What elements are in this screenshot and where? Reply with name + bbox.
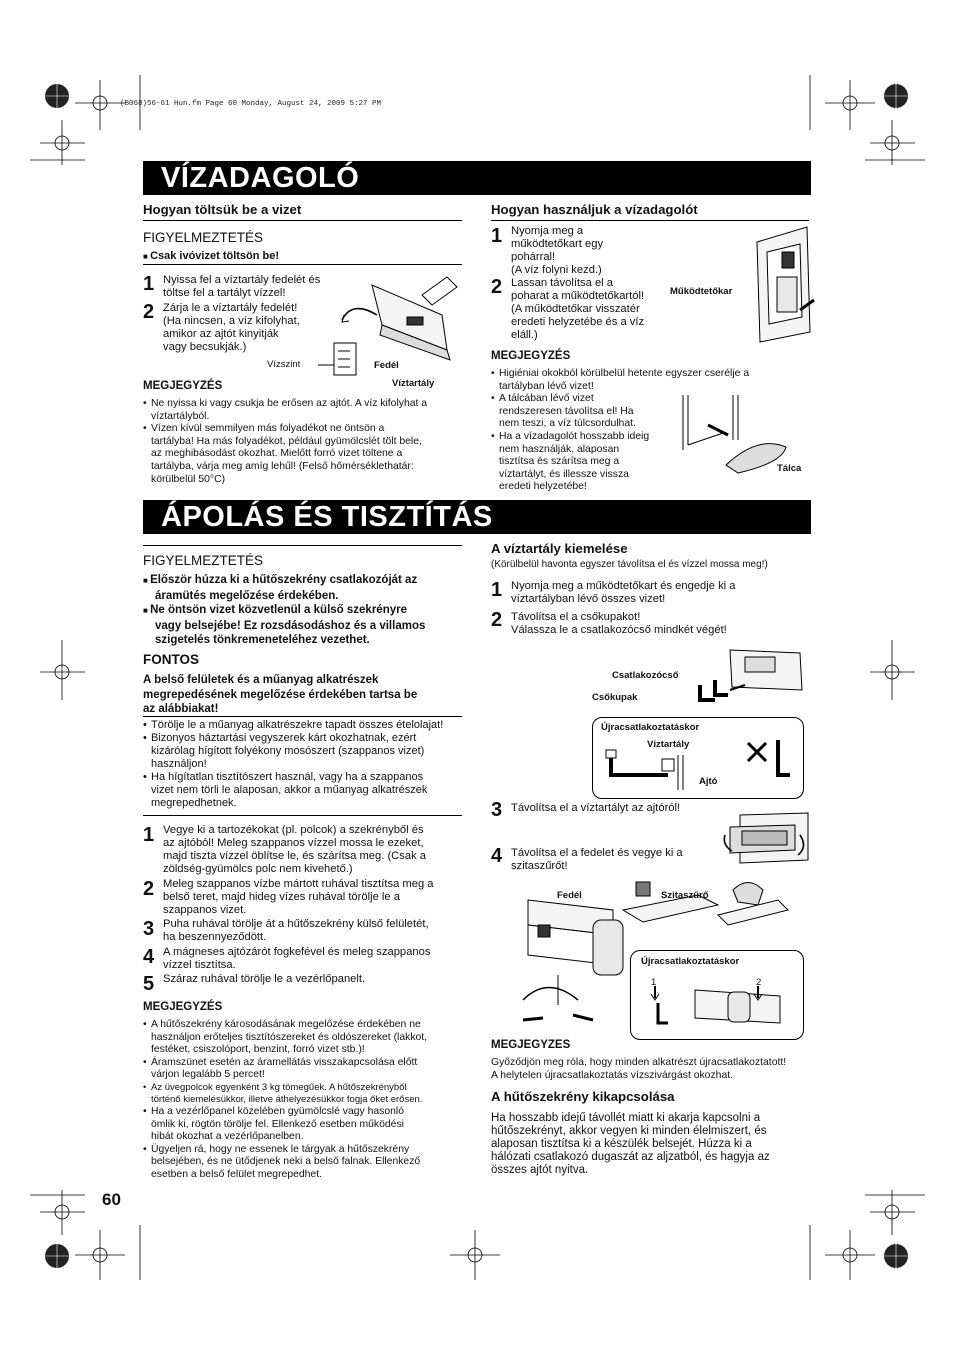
divider bbox=[143, 264, 462, 265]
step-text: Lassan távolítsa el a poharat a működtetőkartól! (A működtetőkar visszatér eredeti helyzetébe és a víz eláll.) bbox=[511, 277, 645, 341]
note-title: MEGJEGYZES bbox=[491, 1039, 571, 1051]
step-text: Nyissa fel a víztartály fedelét és töltse fel a tartályt vízzel! bbox=[163, 274, 321, 299]
section-title: VÍZADAGOLÓ bbox=[161, 162, 360, 194]
important-item: • Bizonyos háztartási vegyszerek kárt okozhatnak, ezért kizárólag hígított folyékony mosószert (szappanos vizet) használjon! bbox=[143, 732, 468, 771]
important-list bbox=[143, 719, 468, 810]
note-list bbox=[143, 398, 463, 486]
label-tray: Tálca bbox=[777, 463, 802, 474]
step-number: 4 bbox=[491, 845, 503, 867]
step-number: 2 bbox=[143, 878, 155, 900]
filter-reconnect-illustration bbox=[640, 978, 800, 1033]
label-num-2: 2 bbox=[756, 977, 762, 988]
note-title: MEGJEGYZÉS bbox=[491, 350, 571, 362]
step-text: Zárja le a víztartály fedelét! (Ha nincsen, a víz kifolyhat, amikor az ajtót kinyitják vagy becsukják.) bbox=[163, 302, 300, 353]
file-header: (B068)56-61 Hun.fm Page 60 Monday, August 24, 2009 5:27 PM bbox=[120, 100, 382, 108]
warning-title: FIGYELMEZTETÉS bbox=[143, 230, 264, 245]
label-lever: Működtetőkar bbox=[670, 286, 733, 297]
note-item: • Ne nyissa ki vagy csukja be erősen az ajtót. A víz kifolyhat a víztartályból. bbox=[143, 398, 463, 423]
warning-item: ■ Először húzza ki a hűtőszekrény csatlakozóját az bbox=[143, 573, 468, 589]
section-title: ÁPOLÁS ÉS TISZTÍTÁS bbox=[161, 501, 493, 533]
step-text: Nyomja meg a működtetőkart egy pohárral! (A víz folyni kezd.) bbox=[511, 225, 604, 276]
step-text: Puha ruhával törölje át a hűtőszekrény külső felületét, ha beszennyeződött. bbox=[163, 918, 429, 943]
label-lid: Fedél bbox=[374, 360, 399, 371]
step-text: Száraz ruhával törölje le a vezérlőpanelt. bbox=[163, 973, 366, 985]
page-number: 60 bbox=[102, 1190, 121, 1209]
note-item: • Higiéniai okokból körülbelül hetente egyszer cserélje a tartályban lévő vizet! bbox=[491, 368, 811, 393]
step-number: 1 bbox=[143, 273, 155, 295]
reconnect-illustration bbox=[598, 735, 798, 795]
step-number: 4 bbox=[143, 946, 155, 968]
step-text: Távolítsa el a fedelet és vegye ki a szitaszűrőt! bbox=[511, 847, 683, 872]
label-cap: Csőkupak bbox=[592, 692, 638, 703]
step-number: 2 bbox=[491, 276, 503, 298]
step-text: Vegye ki a tartozékokat (pl. polcok) a szekrényből és az ajtóból! Meleg szappanos vízzel mossa le ezeket, majd tiszta vízzel öblítse le, és szárítsa meg. (Csak a zöldség-gyümölcs polc nem kivehető.) bbox=[163, 824, 426, 875]
dispenser-illustration bbox=[752, 222, 812, 347]
note-title: MEGJEGYZÉS bbox=[143, 380, 223, 392]
important-item: • Törölje le a műanyag alkatrészekre tapadt összes ételolajat! bbox=[143, 719, 468, 732]
step-text: Nyomja meg a működtetőkart és engedje ki a víztartályban lévő összes vizet! bbox=[511, 580, 736, 605]
note-item: • Ha a vezérlőpanel közelében gyümölcslé vagy hasonló ömlik ki, rögtön törölje fel. Ellenkező esetben működési hibát okozhat a vezérlőpanelben. bbox=[143, 1106, 468, 1144]
label-reconnect: Újracsatlakoztatáskor bbox=[641, 956, 740, 967]
label-lid: Fedél bbox=[557, 890, 582, 901]
important-title: FONTOS bbox=[143, 652, 200, 667]
note-list bbox=[143, 1019, 468, 1182]
step-number: 3 bbox=[143, 918, 155, 940]
divider bbox=[143, 545, 462, 546]
step-number: 1 bbox=[491, 579, 503, 601]
step-number: 1 bbox=[143, 824, 155, 846]
label-filter: Szitaszűrő bbox=[661, 890, 709, 901]
step-number: 1 bbox=[491, 225, 503, 247]
section-title-bar bbox=[143, 500, 811, 534]
label-tank: Víztartály bbox=[392, 378, 435, 389]
note-item: • A hűtőszekrény károsodásának megelőzése érdekében ne használjon erőteljes tisztítószereket és oldószereket (lakkot, festéket, csiszolóport, benzint, forró vizet stb.)! bbox=[143, 1019, 468, 1057]
note-item: • Áramszünet esetén az áramellátás visszakapcsolása előtt várjon legalább 5 percet! bbox=[143, 1057, 468, 1082]
section-title-bar bbox=[143, 161, 811, 195]
label-tank: Víztartály bbox=[647, 739, 690, 750]
important-intro: A belső felületek és a műanyag alkatrészek megrepedésének megelőzése érdekében tartsa be az alábbiakat! bbox=[143, 674, 418, 715]
fill-heading: Hogyan töltsük be a vizet bbox=[143, 202, 302, 217]
note-item: • Az üvegpolcok egyenként 3 kg tömegűek. A hűtőszekrényből történő kiemelésükkor, illetve áthelyezésükkor fogja őket erősen. bbox=[143, 1082, 468, 1106]
step-number: 2 bbox=[491, 609, 503, 631]
warning-list: ■ Először húzza ki a hűtőszekrény csatlakozóját az áramütés megelőzése érdekében. ■ Ne öntsön vizet közvetlenül a külső szekrényre vagy belsejébe! Ez rozsdásodáshoz és a villamos szigetelés tönkremeneteléhez vezethet. bbox=[143, 573, 468, 648]
note-title: MEGJEGYZÉS bbox=[143, 1001, 223, 1013]
divider bbox=[143, 815, 462, 816]
warning-item: ■ Ne öntsön vizet közvetlenül a külső szekrényre bbox=[143, 603, 468, 619]
divider bbox=[143, 716, 462, 717]
important-item: • Ha hígítatlan tisztítószert használ, vagy ha a szappanos vizet nem törli le alaposan, akkor a műanyag alkatrészek megrepedhetnek. bbox=[143, 771, 468, 810]
divider bbox=[491, 220, 809, 221]
warning-item: ■ Csak ivóvizet töltsön be! bbox=[143, 249, 279, 265]
step-number: 5 bbox=[143, 973, 155, 995]
note-item: • Ügyeljen rá, hogy ne essenek le tárgyak a hűtőszekrény belsejében, és ne ütődjenek neki a belső falnak. Ellenkező esetben a belső felület megrepedhet. bbox=[143, 1144, 468, 1182]
step-text: Távolítsa el a csőkupakot! Válassza le a csatlakozócső mindkét végét! bbox=[511, 611, 727, 636]
connector-illustration bbox=[690, 645, 810, 715]
label-num-1: 1 bbox=[651, 977, 657, 988]
switch-off-heading: A hűtőszekrény kikapcsolása bbox=[491, 1089, 675, 1104]
tank-removal-heading: A víztartály kiemelése bbox=[491, 541, 628, 556]
label-water-level: Vízszint bbox=[267, 359, 301, 370]
use-heading: Hogyan használjuk a vízadagolót bbox=[491, 202, 698, 217]
note-item: • A tálcában lévő vizet rendszeresen távolítsa el! Ha nem teszi, a víz túlcsordulhat. bbox=[491, 393, 811, 431]
step-number: 2 bbox=[143, 301, 155, 323]
step-text: Meleg szappanos vízbe mártott ruhával tisztítsa meg a belső teret, majd hideg vízes ruhával törölje le a szappanos vizet. bbox=[163, 878, 434, 916]
tank-removal-illustration bbox=[720, 805, 810, 875]
step-text: A mágneses ajtózárót fogkefével és meleg szappanos vízzel tisztítsa. bbox=[163, 946, 431, 971]
warning-title: FIGYELMEZTETÉS bbox=[143, 553, 264, 568]
note-item: • Ha a vízadagolót hosszabb ideig nem használják, alaposan tisztítsa és szárítsa meg a víztartályt, és illessze vissza eredeti helyzetébe! bbox=[491, 431, 811, 494]
divider bbox=[143, 220, 462, 221]
step-number: 3 bbox=[491, 799, 503, 821]
switch-off-text: Ha hosszabb idejű távollét miatt ki akarja kapcsolni a hűtőszekrényt, akkor vegyen ki minden élelmiszert, és alaposan tisztítsa ki a készülék belsejét. Húzza ki a hálózati csatlakozó dugaszát az aljzatból, és hagyja az összes ajtót nyitva. bbox=[491, 1112, 770, 1176]
label-connector: Csatlakozócső bbox=[612, 670, 679, 681]
step-text: Távolítsa el a víztartályt az ajtóról! bbox=[511, 802, 681, 814]
label-door: Ajtó bbox=[699, 776, 718, 787]
tank-removal-subtitle: (Körülbelül havonta egyszer távolítsa el és vízzel mossa meg!) bbox=[491, 559, 768, 570]
note-text: Győződjön meg róla, hogy minden alkatrészt újracsatlakoztatott! A helytelen újracsatlakoztatás vízszivárgást okozhat. bbox=[491, 1057, 787, 1081]
label-reconnect: Újracsatlakoztatáskor bbox=[601, 722, 700, 733]
note-item: • Vízen kívül semmilyen más folyadékot ne öntsön a tartályba! Ha más folyadékot, például gyümölcslét tölt bele, az meghibásodást okozhat. Mielőtt forró vizet töltene a tartályba, várja meg amíg lehűl! (Felső hőmérséklethatár: körülbelül 50°C) bbox=[143, 423, 463, 486]
